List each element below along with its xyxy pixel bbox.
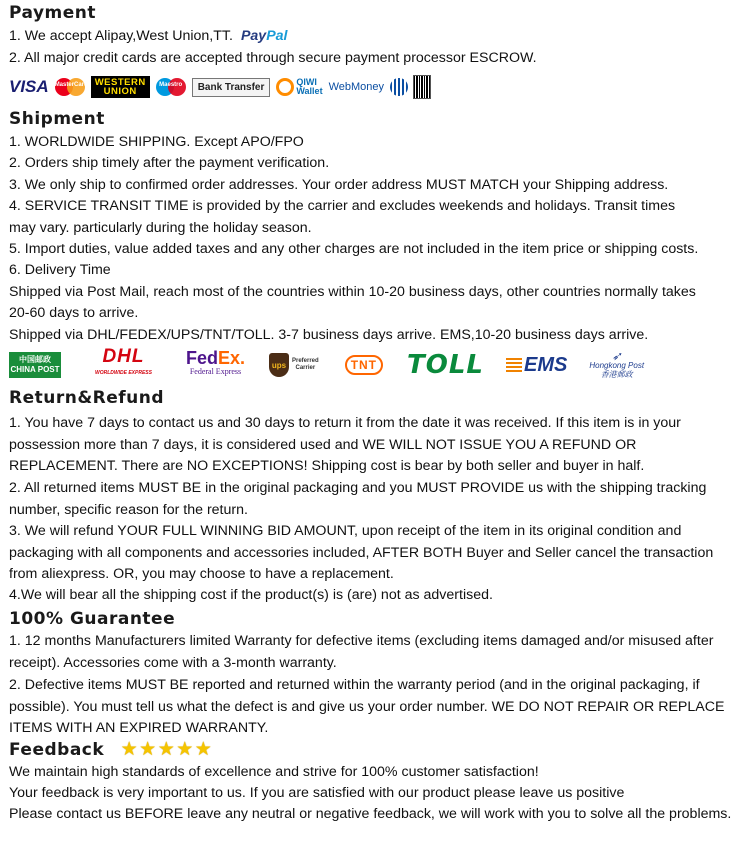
shipment-line: 2. Orders ship timely after the payment verification. (9, 155, 330, 171)
star-icon: ★ (139, 738, 157, 760)
payment-line-2: 2. All major credit cards are accepted through secure payment processor ESCROW. (9, 50, 537, 66)
webmoney-text: WebMoney (328, 81, 384, 93)
fedex-subtext: Federal Express (189, 367, 242, 376)
shipment-line: Shipped via DHL/FEDEX/UPS/TNT/TOLL. 3-7 business days arrive. EMS,10-20 business days arrive. (9, 327, 649, 343)
ems-logo (506, 354, 567, 377)
guarantee-heading: 100% Guarantee (9, 609, 176, 629)
feedback-heading-text: Feedback (9, 740, 105, 760)
shipment-line: 5. Import duties, value added taxes and any other charges are not included in the item price or shipping costs. (9, 241, 699, 257)
return-refund-heading: Return&Refund (9, 388, 165, 408)
shipment-line: may vary. particularly during the holiday season. (9, 220, 312, 236)
paypal-logo (241, 28, 288, 44)
feedback-paragraph: Please contact us BEFORE leave any neutral or negative feedback, we will work with you to solve all the problems. (9, 806, 732, 822)
qiwi-text: QIWI (296, 77, 317, 87)
hongkong-post-bird-icon: ➶ (611, 348, 622, 363)
maestro-text: Maestro (159, 82, 183, 88)
qiwi-wallet-logo (276, 78, 322, 96)
china-post-text-2: CHINA POST (10, 365, 60, 374)
hongkong-post-text: Hongkong Post (589, 360, 645, 370)
fedex-fed-text: Fed (185, 348, 218, 368)
paypal-pal: Pal (266, 28, 288, 44)
tnt-logo: TNT (345, 355, 383, 375)
boleto-barcode-icon (413, 75, 431, 99)
return-refund-paragraph: 1. You have 7 days to contact us and 30 days to return it from the date it was received. If this item is in your possession more than 7 days, it is considered used and WE WILL NOT ISSUE YOU A REFUND OR REPLACEMENT. There are NO EXCEPTIONS! Shipping cost is bear by both seller and buyer in half. (9, 415, 681, 474)
shipment-line: Shipped via Post Mail, reach most of the countries within 10-20 business days, other countries normally takes (9, 284, 696, 300)
webmoney-globe-icon (390, 78, 408, 96)
china-post-text-1: 中国邮政 (19, 355, 51, 364)
shipment-line: 6. Delivery Time (9, 262, 111, 278)
star-icon: ★ (120, 738, 139, 760)
feedback-line-2: Your feedback is very important to us. If you are satisfied with our product please leave us positive (9, 785, 625, 801)
shipment-line: 4. SERVICE TRANSIT TIME is provided by the carrier and excludes weekends and holidays. Transit times (9, 198, 676, 214)
ups-sub-2: Carrier (295, 365, 316, 371)
return-refund-paragraph: 4.We will bear all the shipping cost if the product(s) is (are) not as advertised. (9, 587, 493, 603)
bank-transfer-logo: Bank Transfer (192, 78, 271, 97)
shipment-line: 1. WORLDWIDE SHIPPING. Except APO/FPO (9, 134, 304, 150)
qiwi-circle-icon (276, 78, 294, 96)
western-union-text-2: UNION (103, 86, 137, 97)
star-icon: ★ (194, 738, 213, 760)
rating-stars (121, 738, 214, 760)
return-refund-paragraph: 3. We will refund YOUR FULL WINNING BID AMOUNT, upon receipt of the item in its original condition and packaging with all components and accessories included, AFTER BOTH Buyer and Seller cancel the transaction from aliexpress. OR, you may choose to have a replacement. (9, 523, 714, 582)
feedback-line-1: We maintain high standards of excellence and strive for 100% customer satisfaction! (9, 764, 539, 780)
payment-line-1-text: 1. We accept Alipay,West Union,TT. (9, 28, 233, 44)
feedback-heading (9, 738, 213, 760)
paypal-pay: Pay (240, 28, 267, 44)
maestro-logo (156, 78, 186, 96)
western-union-logo (91, 76, 150, 98)
dhl-text: DHL (102, 346, 145, 367)
ups-shield-icon (269, 353, 289, 377)
hongkong-post-logo (589, 348, 645, 379)
guarantee-paragraph: 2. Defective items MUST BE reported and returned within the warranty period (and in the original packaging, if possible). You must tell us what the defect is and give us your order number. WE DO NOT REPAIR OR REPLACE ITEMS WITH AN EXPIRED WARRANTY. (9, 677, 725, 736)
shipping-logos (9, 346, 650, 380)
webmoney-logo (329, 81, 384, 93)
payment-logos (9, 76, 437, 98)
ups-text: ups (271, 360, 287, 370)
dhl-subtext: WORLDWIDE EXPRESS (95, 370, 152, 376)
mastercard-text: MasterCard (54, 82, 88, 88)
ems-text: EMS (524, 353, 568, 376)
shipment-line: 20-60 days to arrive. (9, 305, 139, 321)
payment-line-1 (9, 26, 288, 47)
mastercard-logo (54, 78, 88, 96)
return-refund-paragraph: 2. All returned items MUST BE in the original packaging and you MUST PROVIDE us with the shipping tracking number, specific reason for the return. (9, 480, 707, 518)
qiwi-wallet-text: Wallet (296, 86, 323, 96)
visa-logo: VISA (9, 77, 49, 96)
china-post-logo (9, 352, 61, 378)
hongkong-post-chinese-text: 香港郵政 (600, 369, 633, 379)
star-icon: ★ (176, 738, 194, 760)
ems-speed-bars-icon (506, 358, 522, 372)
dhl-logo (95, 346, 152, 381)
ups-preferred-carrier (292, 358, 319, 372)
western-union-text-1: WESTERN (94, 77, 146, 88)
fedex-logo (185, 348, 245, 379)
payment-heading: Payment (9, 3, 97, 23)
star-icon: ★ (157, 738, 176, 760)
ups-sub-1: Preferred (292, 358, 319, 364)
shipment-heading: Shipment (9, 109, 105, 129)
shipment-line: 3. We only ship to confirmed order addresses. Your order address MUST MATCH your Shipping address. (9, 177, 669, 193)
toll-logo: TOLL (407, 350, 484, 380)
guarantee-paragraph: 1. 12 months Manufacturers limited Warranty for defective items (excluding items damaged and/or misused after receipt). Accessories come with a 3-month warranty. (9, 633, 714, 671)
fedex-ex-text: Ex. (217, 348, 245, 368)
